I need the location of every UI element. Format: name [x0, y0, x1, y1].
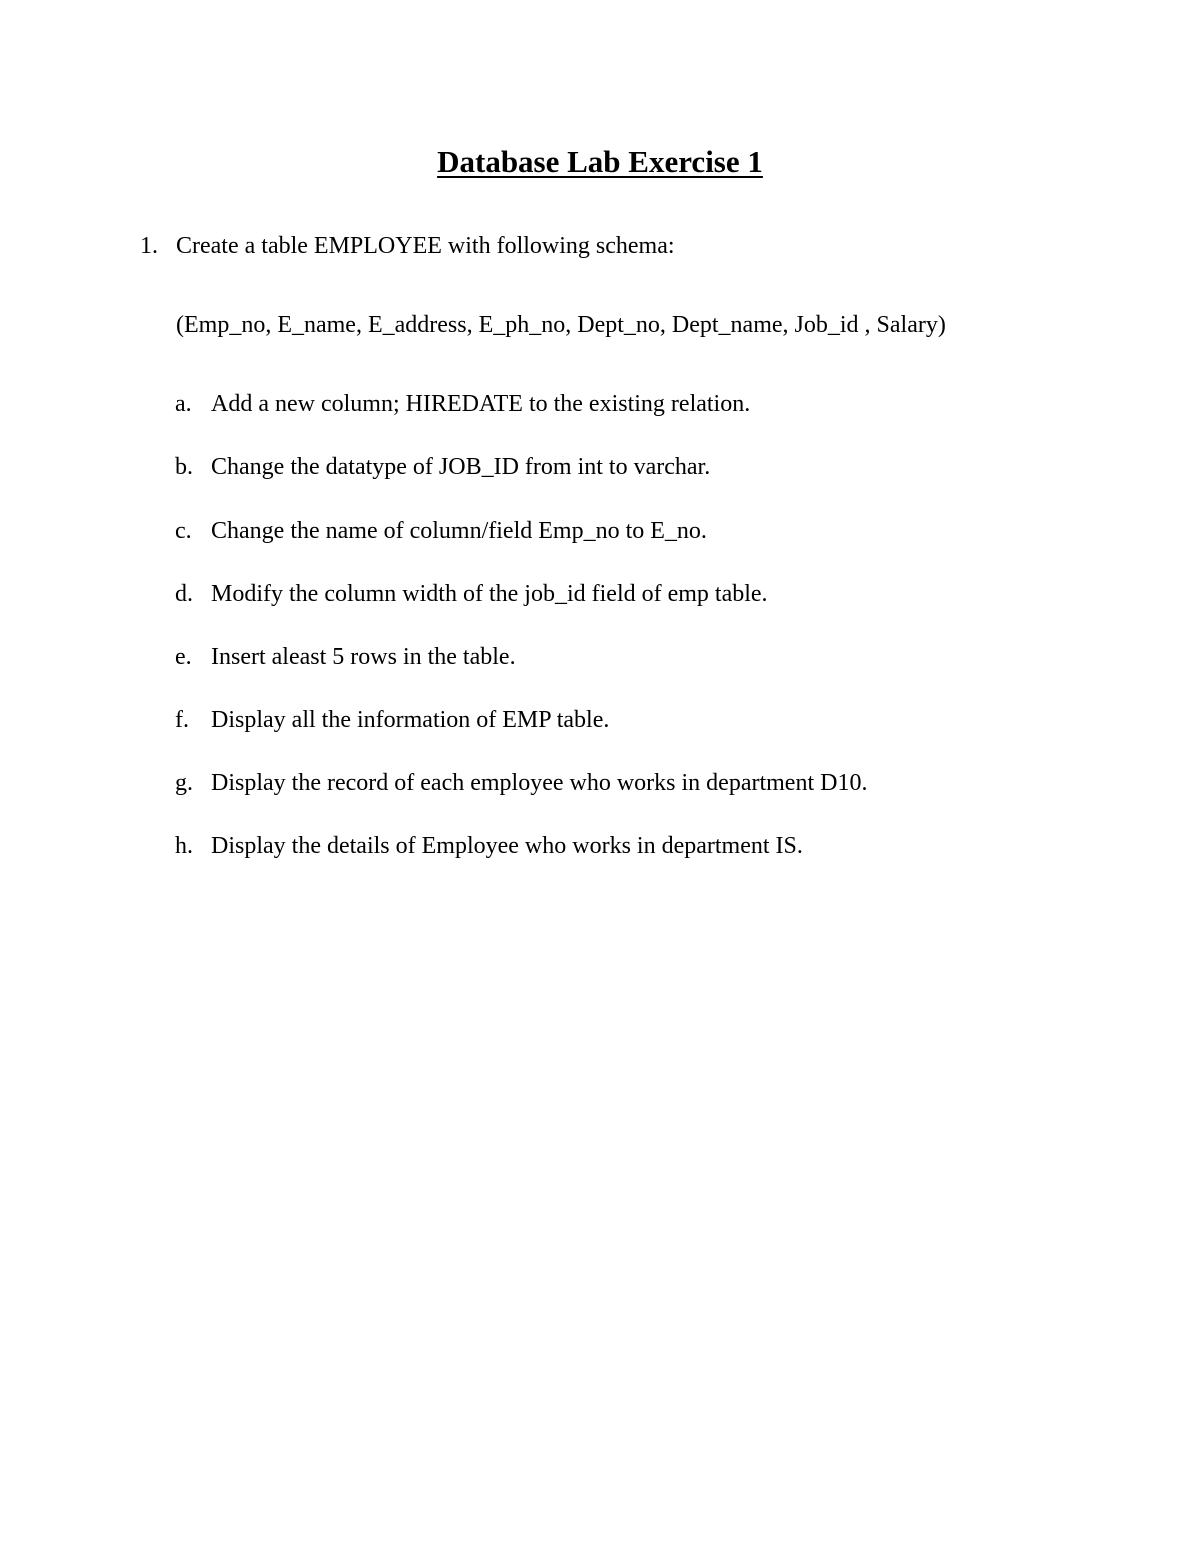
sub-question-letter: c. [175, 518, 192, 544]
page-title-text: Database Lab Exercise 1 [437, 144, 763, 179]
sub-question-g [0, 767, 1200, 799]
sub-question-b [0, 451, 1200, 483]
sub-question-f [0, 704, 1200, 736]
sub-question-letter: g. [175, 770, 193, 796]
sub-question-letter: e. [175, 644, 192, 670]
sub-question-letter: d. [175, 581, 193, 607]
sub-question-letter: b. [175, 454, 193, 480]
sub-question-d [0, 578, 1200, 610]
page-title [0, 142, 1200, 182]
sub-question-letter: a. [175, 391, 192, 417]
question-text: Create a table EMPLOYEE with following schema: [176, 233, 675, 259]
sub-question-text: Display all the information of EMP table. [211, 707, 610, 733]
sub-question-text: Display the record of each employee who works in department D10. [211, 770, 868, 796]
sub-question-text: Change the name of column/field Emp_no to E_no. [211, 518, 707, 544]
sub-question-text: Change the datatype of JOB_ID from int to varchar. [211, 454, 711, 480]
sub-question-a [0, 388, 1200, 420]
sub-question-text: Add a new column; HIREDATE to the existing relation. [211, 391, 751, 417]
sub-question-c [0, 515, 1200, 547]
sub-question-e [0, 641, 1200, 673]
question-number: 1. [140, 233, 158, 259]
sub-question-letter: h. [175, 833, 193, 859]
sub-question-text: Modify the column width of the job_id field of emp table. [211, 581, 768, 607]
sub-question-text: Insert aleast 5 rows in the table. [211, 644, 516, 670]
schema-definition: (Emp_no, E_name, E_address, E_ph_no, Dept_no, Dept_name, Job_id , Salary) [176, 312, 946, 338]
sub-question-letter: f. [175, 707, 189, 733]
sub-question-h [0, 830, 1200, 862]
sub-question-text: Display the details of Employee who works in department IS. [211, 833, 803, 859]
